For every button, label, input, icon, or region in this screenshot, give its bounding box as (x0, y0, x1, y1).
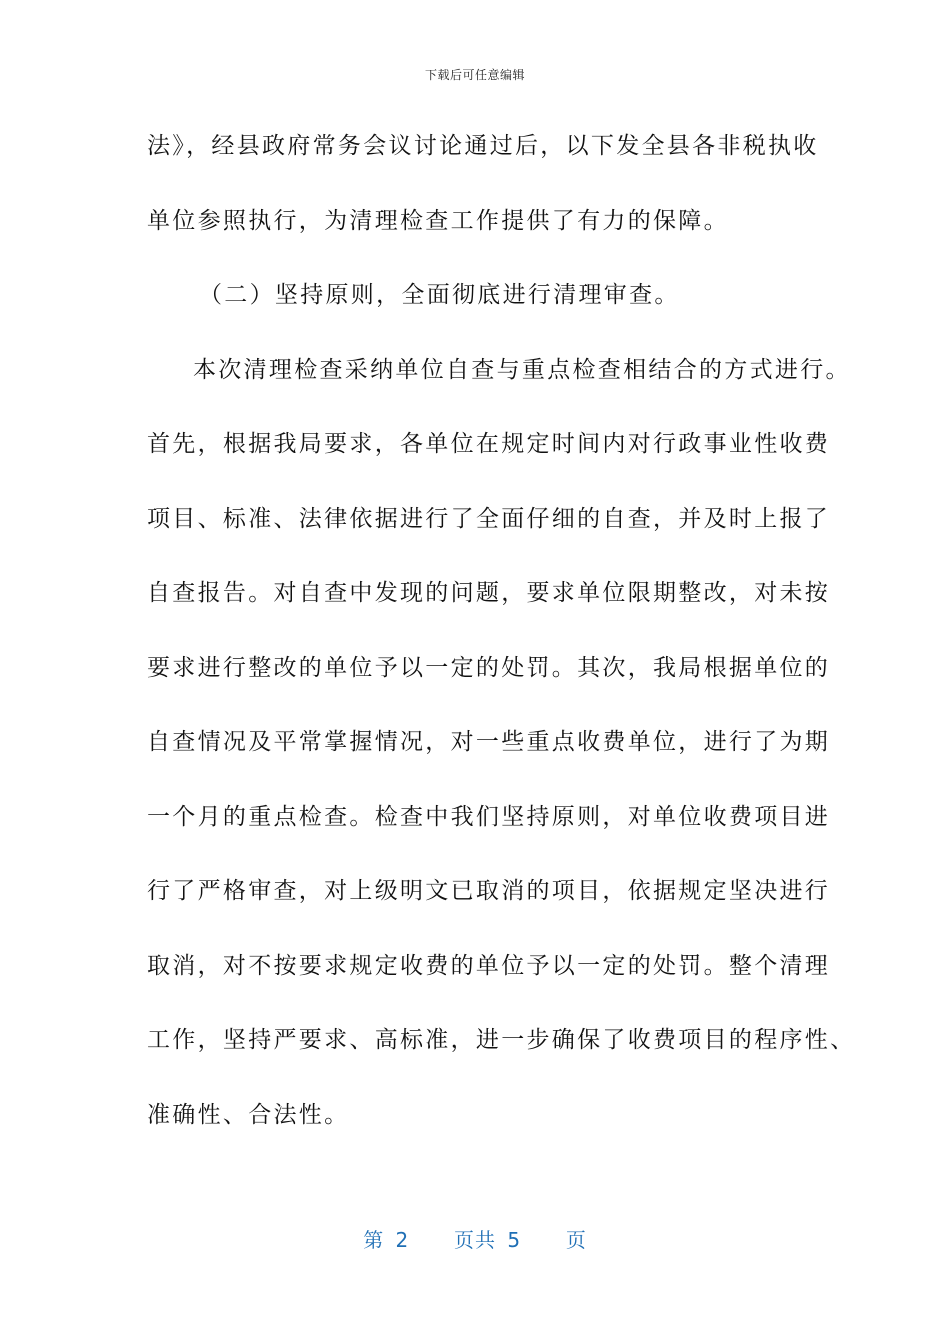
page-header: 下载后可任意编辑 (424, 68, 525, 82)
body-line: 一个月的重点检查。检查中我们坚持原则，对单位收费项目进 (147, 803, 831, 830)
body-line: 行了严格审查，对上级明文已取消的项目，依据规定坚决进行 (147, 878, 831, 904)
body-line: 项目、标准、法律依据进行了全面仔细的自查，并及时上报了 (147, 505, 831, 532)
body-line: 要求进行整改的单位予以一定的处罚。其次，我局根据单位的 (147, 654, 831, 681)
footer-suffix: 页 (565, 1228, 587, 1252)
paragraph-first-line: 本次清理检查采纳单位自查与重点检查相结合的方式进行。 (193, 356, 851, 383)
body-line: 取消，对不按要求规定收费的单位予以一定的处罚。整个清理 (147, 952, 831, 979)
body-line: 单位参照执行，为清理检查工作提供了有力的保障。 (147, 207, 729, 234)
body-line: 自查报告。对自查中发现的问题，要求单位限期整改，对未按 (147, 580, 831, 606)
footer-middle: 页共 (454, 1228, 496, 1252)
total-pages-number: 5 (507, 1228, 522, 1252)
section-heading: （二）坚持原则，全面彻底进行清理审查。 (199, 282, 680, 308)
body-line: 首先，根据我局要求，各单位在规定时间内对行政事业性收费 (147, 431, 831, 457)
current-page-number: 2 (395, 1228, 410, 1252)
page-footer (0, 1224, 950, 1253)
body-line: 工作，坚持严要求、高标准，进一步确保了收费项目的程序性、 (147, 1027, 856, 1053)
footer-prefix: 第 (363, 1228, 385, 1252)
document-body (147, 124, 856, 1167)
body-line: 自查情况及平常掌握情况，对一些重点收费单位，进行了为期 (147, 729, 831, 755)
body-line: 法》，经县政府常务会议讨论通过后，以下发全县各非税执收 (147, 133, 819, 159)
body-line: 准确性、合法性。 (147, 1101, 350, 1128)
